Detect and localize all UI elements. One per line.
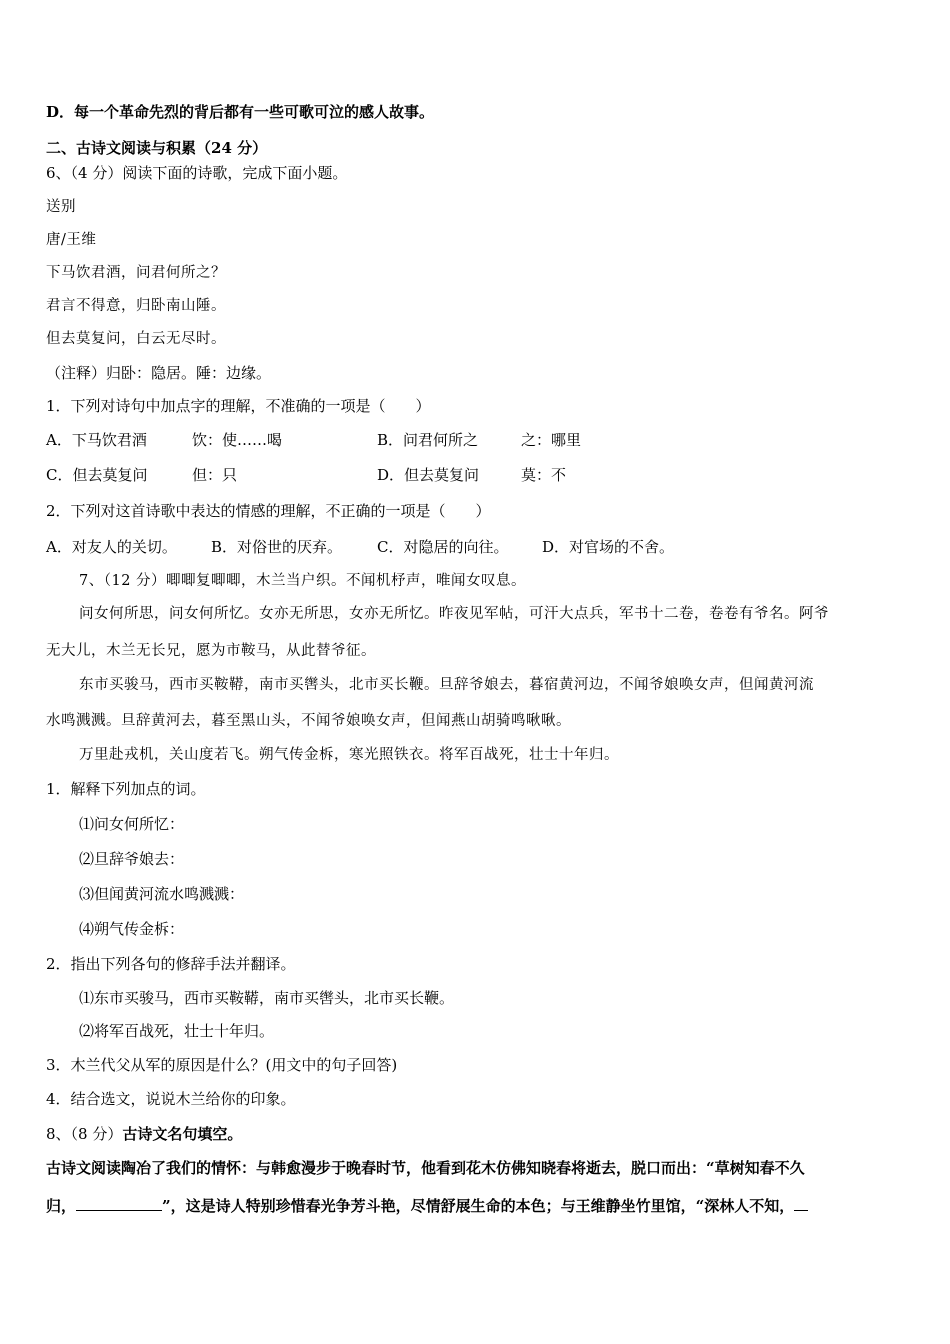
poem-line-1: 下马饮君酒，问君何所之？ bbox=[46, 265, 226, 281]
poem-author: 唐/王维 bbox=[46, 232, 97, 248]
question-7-1-a: ⑴问女何所忆： bbox=[79, 815, 185, 833]
q6-1-option-d-gloss: 莫：不 bbox=[521, 466, 567, 484]
q6-1-option-d: D．但去莫复问 bbox=[377, 466, 480, 484]
question-6-2: 2．下列对这首诗歌中表达的情感的理解，不正确的一项是（ ） bbox=[46, 502, 491, 520]
passage-p2-b: 水鸣溅溅。旦辞黄河去，暮至黑山头，不闻爷娘唤女声，但闻燕山胡骑鸣啾啾。 bbox=[46, 713, 571, 729]
question-6: 6、（4 分）阅读下面的诗歌，完成下面小题。 bbox=[46, 164, 348, 182]
question-8 bbox=[46, 1124, 242, 1144]
q6-1-option-c: C．但去莫复问 bbox=[46, 466, 148, 484]
passage-p2-a: 东市买骏马，西市买鞍鞯，南市买辔头，北市买长鞭。旦辞爷娘去，暮宿黄河边，不闻爷娘唤女声，但闻黄河流 bbox=[79, 677, 814, 693]
question-7-1: 1．解释下列加点的词。 bbox=[46, 780, 206, 798]
question-7-2: 2．指出下列各句的修辞手法并翻译。 bbox=[46, 955, 296, 973]
fill-blank-1[interactable] bbox=[76, 1194, 162, 1211]
option-d-line: D．每一个革命先烈的背后都有一些可歌可泣的感人故事。 bbox=[46, 103, 435, 121]
fill-blank-2[interactable] bbox=[794, 1194, 808, 1211]
section-heading: 二、古诗文阅读与积累（24 分） bbox=[46, 139, 268, 157]
question-7-1-d: ⑷朔气传金柝： bbox=[79, 920, 185, 938]
question-7-2-b: ⑵将军百战死，壮士十年归。 bbox=[79, 1022, 275, 1040]
question-7-1-b: ⑵旦辞爷娘去： bbox=[79, 850, 185, 868]
passage-p3: 万里赴戎机，关山度若飞。朔气传金柝，寒光照铁衣。将军百战死，壮士十年归。 bbox=[79, 747, 619, 763]
poem-line-2: 君言不得意，归卧南山陲。 bbox=[46, 298, 226, 314]
poem-note: （注释）归卧：隐居。陲：边缘。 bbox=[46, 364, 272, 382]
q6-2-option-d: D．对官场的不舍。 bbox=[542, 538, 675, 556]
q6-1-option-b: B．问君何所之 bbox=[377, 431, 479, 449]
q6-1-option-c-gloss: 但：只 bbox=[192, 466, 238, 484]
question-8-title: 古诗文名句填空。 bbox=[122, 1125, 243, 1143]
question-8-line-2 bbox=[46, 1194, 906, 1216]
question-7: 7、（12 分）唧唧复唧唧，木兰当户织。不闻机杼声，唯闻女叹息。 bbox=[79, 573, 527, 589]
passage-p1-b: 无大儿，木兰无长兄，愿为市鞍马，从此替爷征。 bbox=[46, 643, 376, 659]
q6-1-option-a-gloss: 饮：使……喝 bbox=[192, 431, 283, 449]
q8-line2-start: 归， bbox=[46, 1197, 77, 1215]
q6-2-option-c: C．对隐居的向往。 bbox=[377, 538, 509, 556]
question-7-3: 3．木兰代父从军的原因是什么？(用文中的句子回答) bbox=[46, 1056, 398, 1074]
q8-line2-rest: ”，这是诗人特别珍惜春光争芳斗艳，尽情舒展生命的本色；与王维静坐竹里馆，“深林人不知， bbox=[162, 1197, 795, 1215]
passage-p1-a: 问女何所思，问女何所忆。女亦无所思，女亦无所忆。昨夜见军帖，可汗大点兵，军书十二卷，卷卷有爷名。阿爷 bbox=[79, 606, 829, 622]
poem-line-3: 但去莫复问，白云无尽时。 bbox=[46, 331, 226, 347]
question-8-number: 8、（8 分） bbox=[46, 1125, 123, 1143]
q6-2-option-b: B．对俗世的厌弃。 bbox=[211, 538, 343, 556]
question-7-2-a: ⑴东市买骏马，西市买鞍鞯，南市买辔头，北市买长鞭。 bbox=[79, 989, 455, 1007]
poem-title: 送别 bbox=[46, 199, 76, 215]
question-7-1-c: ⑶但闻黄河流水鸣溅溅： bbox=[79, 885, 245, 903]
question-8-line-1: 古诗文阅读陶冶了我们的情怀：与韩愈漫步于晚春时节，他看到花木仿佛知晓春将逝去，脱口而出：“草树知春不久 bbox=[46, 1159, 805, 1177]
q6-1-option-b-gloss: 之：哪里 bbox=[521, 431, 582, 449]
q6-2-option-a: A．对友人的关切。 bbox=[46, 538, 177, 556]
question-6-1: 1．下列对诗句中加点字的理解，不准确的一项是（ ） bbox=[46, 397, 431, 415]
question-7-4: 4．结合选文，说说木兰给你的印象。 bbox=[46, 1090, 296, 1108]
q6-1-option-a: A．下马饮君酒 bbox=[46, 431, 147, 449]
